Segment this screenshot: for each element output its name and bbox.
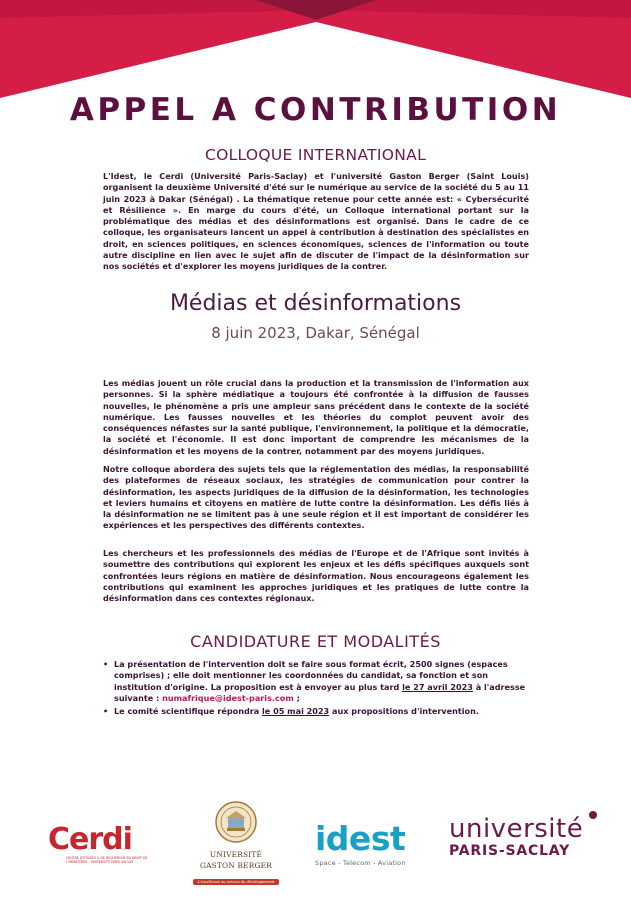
candidature-list — [103, 659, 531, 719]
email-link[interactable]: numafrique@idest-paris.com — [162, 692, 294, 703]
bullet-icon: • — [103, 659, 109, 669]
deadline-response: le 05 mai 2023 — [262, 706, 330, 717]
ugb-logo-tagline: L'excellence au service du développement — [193, 879, 278, 885]
body-paragraph-1: Les médias jouent un rôle crucial dans la production et la transmission de l'information aux personnes. Si la sphère médiatique a toujours été confrontée à la diffusion de fausses nouvelles, le phénomène a pris une ampleur sans précédent dans le contexte de la société numérique. Les fausses nouvelles et les théories du complot peuvent avoir des conséquences néfastes sur la santé publique, l'environnement, la politique et la démocratie, la société et l'économie. Il est donc important de comprendre les mécanismes de la désinformation et les moyens de la contrer, notamment par des moyens juridiques. — [103, 378, 529, 456]
ugb-seal-icon — [214, 800, 258, 844]
ups-logo-line1: université — [449, 814, 584, 844]
page-subtitle: COLLOQUE INTERNATIONAL — [204, 146, 427, 164]
event-title: Médias et désinformations — [169, 291, 462, 316]
bullet-text: Le comité scientifique répondra — [114, 706, 263, 717]
idest-logo-tagline: Space - Telecom - Aviation — [315, 859, 406, 867]
idest-logo-name: idest — [315, 819, 406, 858]
candidature-heading: CANDIDATURE ET MODALITÉS — [190, 632, 441, 651]
body-paragraph-2: Notre colloque abordera des sujets tels que la réglementation des médias, la responsabilité des plateformes de réseaux sociaux, les stratégies de communication pour contrer la désinformation, les aspects juridiques de la diffusion de la désinformation, les technologies et leviers humains et citoyens en matière de lutte contre la désinformation. Les défis liés à la désinformation ne se limitent pas à une seule région et il est important de considérer les expériences et les perspectives des différents contextes. — [103, 464, 529, 531]
event-date: 8 juin 2023, Dakar, Sénégal — [211, 324, 420, 342]
ugb-logo-line1: UNIVERSITÉ — [209, 850, 263, 859]
cerdi-logo-name: Cerdi — [48, 822, 132, 857]
idest-logo — [315, 819, 415, 877]
bullet-icon: • — [103, 706, 109, 717]
ugb-logo — [190, 800, 282, 884]
cerdi-logo-caption: CENTRE D'ÉTUDES & DE RECHERCHE EN DROIT DE L'IMMATÉRIEL · UNIVERSITÉ PARIS-SACLAY — [66, 856, 148, 864]
bullet-text: ; — [293, 692, 300, 703]
dot-icon — [589, 811, 597, 819]
partner-logos — [0, 800, 631, 890]
list-item — [103, 659, 531, 704]
intro-paragraph: L'Idest, le Cerdi (Université Paris-Saclay) et l'université Gaston Berger (Saint Louis) organisent la deuxième Université d'été sur le numérique au service de la société du 5 au 11 juin 2023 à Dakar (Sénégal) . La thématique retenue pour cette année est: « Cybersécurité et Résilience ». En marge du cours d'été, un Colloque international portant sur la problématique des médias et des désinformations est organisé. Dans le cadre de ce colloque, les organisateurs lancent un appel à contribution à destination des spécialistes en droit, en sciences politiques, en sciences économiques, sciences de l'information ou toute autre discipline en lien avec le sujet afin de discuter de l'impact de la désinformation sur nos sociétés et d'explorer les moyens juridiques de la contrer. — [103, 171, 529, 272]
body-paragraph-3: Les chercheurs et les professionnels des médias de l'Europe et de l'Afrique sont invités à soumettre des contributions qui explorent les enjeux et les défis spécifiques auxquels sont confrontées leurs régions en matière de désinformation. Nous encourageons également les contributions qui examinent les approches juridiques et les pratiques de lutte contre la désinformation dans ces contextes régionaux. — [103, 548, 529, 604]
deadline-submission: le 27 avril 2023 — [402, 681, 473, 692]
bullet-text: aux propositions d'intervention. — [329, 706, 479, 717]
cerdi-logo — [48, 824, 158, 884]
ugb-logo-line2: GASTON BERGER — [200, 860, 272, 870]
page-title: APPEL A CONTRIBUTION — [69, 92, 562, 128]
list-item — [103, 706, 531, 717]
bullet-text: à l'adresse suivante : — [114, 681, 526, 703]
bullet-text: La présentation de l'intervention doit se faire sous format écrit, 2500 signes (espaces comprises) ; elle doit mentionner les coordonnées du candidat, sa fonction et son institution d'origine. La proposition est à envoyer au plus tard — [114, 659, 508, 692]
ups-logo-line2: PARIS-SACLAY — [449, 843, 571, 859]
paris-saclay-logo — [449, 815, 599, 875]
